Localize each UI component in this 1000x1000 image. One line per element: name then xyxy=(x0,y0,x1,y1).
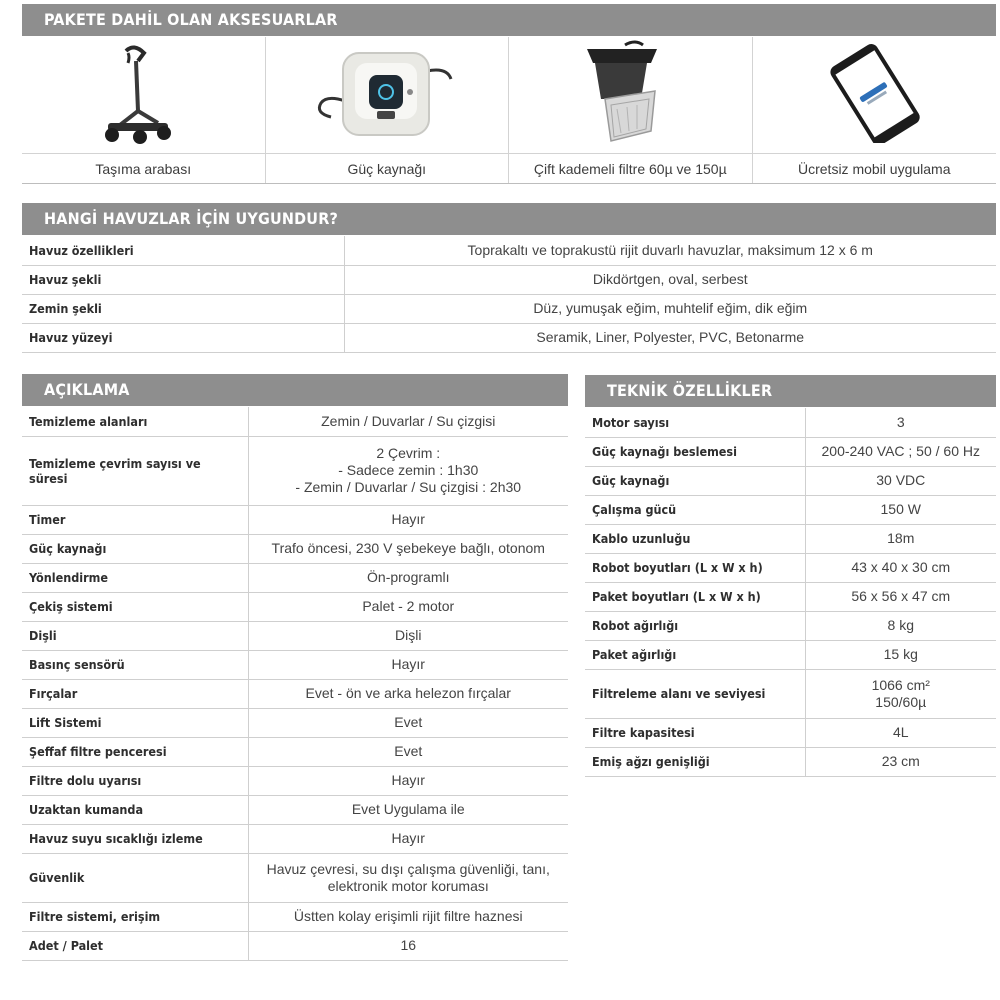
table-row xyxy=(22,236,996,265)
filter-icon xyxy=(575,39,685,147)
spec-key: Filtreleme alanı ve seviyesi xyxy=(585,669,805,718)
smartphone-icon xyxy=(819,43,929,143)
spec-key: Emiş ağzı genişliği xyxy=(585,747,805,776)
description-table xyxy=(22,407,568,961)
table-row xyxy=(22,265,996,294)
spec-key: Güç kaynağı xyxy=(22,534,248,563)
table-row xyxy=(22,766,568,795)
spec-key: Paket boyutları (L x W x h) xyxy=(585,582,805,611)
table-row xyxy=(22,436,568,505)
spec-value: Toprakaltı ve toprakustü rijit duvarlı havuzlar, maksimum 12 x 6 m xyxy=(344,236,996,265)
spec-value: Trafo öncesi, 230 V şebekeye bağlı, otonom xyxy=(248,534,568,563)
table-row xyxy=(585,437,996,466)
table-row xyxy=(585,669,996,718)
spec-value: Zemin / Duvarlar / Su çizgisi xyxy=(248,407,568,436)
table-row xyxy=(585,466,996,495)
spec-value: 15 kg xyxy=(805,640,996,669)
spec-key: Havuz özellikleri xyxy=(22,236,344,265)
table-row xyxy=(22,708,568,737)
spec-value: Evet xyxy=(248,737,568,766)
accessory-label: Güç kaynağı xyxy=(266,153,509,184)
spec-key: Şeffaf filtre penceresi xyxy=(22,737,248,766)
description-header: AÇIKLAMA xyxy=(22,374,568,406)
table-row xyxy=(585,524,996,553)
spec-value: 150 W xyxy=(805,495,996,524)
spec-key: Motor sayısı xyxy=(585,408,805,437)
table-row xyxy=(22,931,568,960)
spec-value: Hayır xyxy=(248,650,568,679)
spec-key: Dişli xyxy=(22,621,248,650)
accessory-label: Ücretsiz mobil uygulama xyxy=(753,153,997,184)
spec-value: Ön-programlı xyxy=(248,563,568,592)
table-row xyxy=(22,323,996,352)
spec-value: Evet Uygulama ile xyxy=(248,795,568,824)
table-row xyxy=(22,853,568,902)
table-row xyxy=(585,495,996,524)
table-row xyxy=(22,294,996,323)
spec-key: Havuz suyu sıcaklığı izleme xyxy=(22,824,248,853)
table-row xyxy=(22,505,568,534)
spec-value: 16 xyxy=(248,931,568,960)
spec-key: Basınç sensörü xyxy=(22,650,248,679)
spec-value: 3 xyxy=(805,408,996,437)
accessories-grid xyxy=(22,37,996,184)
technical-table xyxy=(585,408,996,777)
spec-value: 1066 cm² 150/60µ xyxy=(805,669,996,718)
accessory-item xyxy=(753,37,997,183)
table-row xyxy=(22,650,568,679)
spec-key: Robot boyutları (L x W x h) xyxy=(585,553,805,582)
table-row xyxy=(22,592,568,621)
table-row xyxy=(22,902,568,931)
accessory-label: Çift kademeli filtre 60µ ve 150µ xyxy=(509,153,752,184)
accessory-label: Taşıma arabası xyxy=(22,153,265,184)
table-row xyxy=(585,747,996,776)
spec-key: Adet / Palet xyxy=(22,931,248,960)
spec-value: Seramik, Liner, Polyester, PVC, Betonarme xyxy=(344,323,996,352)
spec-key: Fırçalar xyxy=(22,679,248,708)
spec-value: 43 x 40 x 30 cm xyxy=(805,553,996,582)
table-row xyxy=(585,408,996,437)
spec-value: 4L xyxy=(805,718,996,747)
technical-header: TEKNİK ÖZELLİKLER xyxy=(585,375,996,407)
spec-key: Yönlendirme xyxy=(22,563,248,592)
spec-key: Uzaktan kumanda xyxy=(22,795,248,824)
spec-key: Temizleme alanları xyxy=(22,407,248,436)
spec-value: Hayır xyxy=(248,766,568,795)
spec-key: Paket ağırlığı xyxy=(585,640,805,669)
spec-value: Evet xyxy=(248,708,568,737)
spec-key: Kablo uzunluğu xyxy=(585,524,805,553)
pools-header: HANGİ HAVUZLAR İÇİN UYGUNDUR? xyxy=(22,203,996,235)
accessory-item xyxy=(22,37,266,183)
spec-value: 30 VDC xyxy=(805,466,996,495)
spec-value: Palet - 2 motor xyxy=(248,592,568,621)
spec-key: Filtre dolu uyarısı xyxy=(22,766,248,795)
table-row xyxy=(22,563,568,592)
spec-key: Timer xyxy=(22,505,248,534)
spec-key: Çalışma gücü xyxy=(585,495,805,524)
table-row xyxy=(585,640,996,669)
table-row xyxy=(22,534,568,563)
spec-value: 8 kg xyxy=(805,611,996,640)
pools-table xyxy=(22,236,996,353)
table-row xyxy=(22,621,568,650)
table-row xyxy=(585,611,996,640)
spec-value: Dişli xyxy=(248,621,568,650)
table-row xyxy=(585,718,996,747)
spec-key: Filtre kapasitesi xyxy=(585,718,805,747)
spec-key: Temizleme çevrim sayısı ve süresi xyxy=(22,436,248,505)
spec-value: Düz, yumuşak eğim, muhtelif eğim, dik eğim xyxy=(344,294,996,323)
spec-key: Robot ağırlığı xyxy=(585,611,805,640)
spec-value: 23 cm xyxy=(805,747,996,776)
spec-value: 2 Çevrim : - Sadece zemin : 1h30 - Zemin / Duvarlar / Su çizgisi : 2h30 xyxy=(248,436,568,505)
table-row xyxy=(585,582,996,611)
spec-value: Üstten kolay erişimli rijit filtre haznesi xyxy=(248,902,568,931)
spec-value: Hayır xyxy=(248,505,568,534)
accessories-header: PAKETE DAHİL OLAN AKSESUARLAR xyxy=(22,4,996,36)
power-supply-icon xyxy=(307,41,467,145)
table-row xyxy=(22,737,568,766)
spec-key: Havuz yüzeyi xyxy=(22,323,344,352)
accessory-item xyxy=(266,37,510,183)
spec-value: 200-240 VAC ; 50 / 60 Hz xyxy=(805,437,996,466)
table-row xyxy=(22,795,568,824)
spec-key: Çekiş sistemi xyxy=(22,592,248,621)
table-row xyxy=(22,407,568,436)
spec-value: 18m xyxy=(805,524,996,553)
spec-key: Güvenlik xyxy=(22,853,248,902)
trolley-icon xyxy=(98,41,188,145)
spec-value: Havuz çevresi, su dışı çalışma güvenliği, tanı, elektronik motor koruması xyxy=(248,853,568,902)
spec-key: Güç kaynağı beslemesi xyxy=(585,437,805,466)
spec-key: Filtre sistemi, erişim xyxy=(22,902,248,931)
accessory-item xyxy=(509,37,753,183)
table-row xyxy=(22,824,568,853)
spec-key: Zemin şekli xyxy=(22,294,344,323)
spec-key: Güç kaynağı xyxy=(585,466,805,495)
spec-key: Havuz şekli xyxy=(22,265,344,294)
spec-value: Hayır xyxy=(248,824,568,853)
spec-key: Lift Sistemi xyxy=(22,708,248,737)
table-row xyxy=(22,679,568,708)
spec-value: Dikdörtgen, oval, serbest xyxy=(344,265,996,294)
table-row xyxy=(585,553,996,582)
spec-value: Evet - ön ve arka helezon fırçalar xyxy=(248,679,568,708)
spec-value: 56 x 56 x 47 cm xyxy=(805,582,996,611)
